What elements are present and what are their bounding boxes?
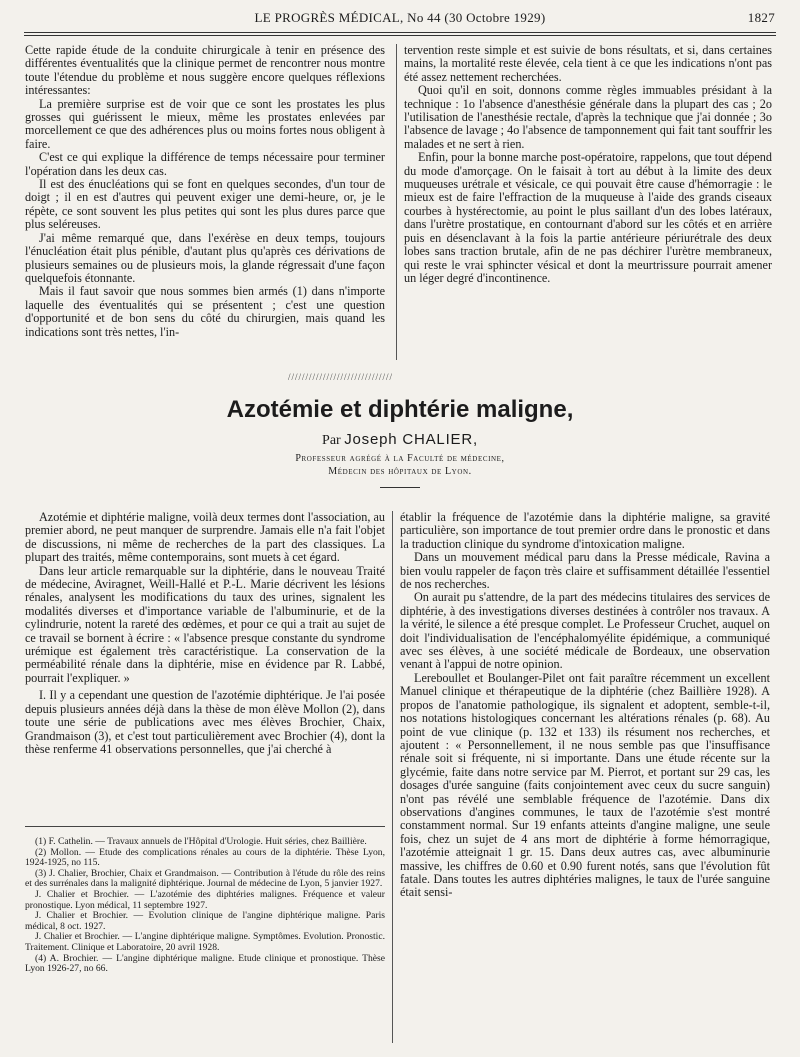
paragraph: Mais il faut savoir que nous sommes bien armés (1) dans n'importe laquelle des éventualités qui se présentent ; c'est une question d'opportunité et de bon sens du côté du chirurgien, mais quand les indications sont très nettes, l'in- (25, 284, 385, 339)
footnotes (25, 837, 385, 975)
paragraph: Dans leur article remarquable sur la diphtérie, dans le nouveau Traité de médecine, Aviragnet, Weill-Hallé et P.-L. Marie décrivent les lésions rénales, analysent les modifications du taux des urines, signalent les modalités diverses et d'importance variable de l'albuminurie, et de la cylindrurie, notent la rareté des œdèmes, et pour ce qui a trait au sujet de ce travail se bornent à écrire : « l'absence presque constante du syndrome urémique est également très caractéristique. La conservation de la perméabilité rénale dans la diphtérie, mise en évidence par R. Labbé, pourrait l'expliquer. » (25, 563, 385, 685)
bottom-left-column (25, 511, 385, 756)
footnote: (1) F. Cathelin. — Travaux annuels de l'Hôpital d'Urologie. Huit séries, chez Baillière. (35, 836, 367, 847)
title-rule (380, 487, 420, 488)
running-header (25, 10, 775, 32)
footnote: (4) A. Brochier. — L'angine diphtérique maligne. Etude clinique et pronostique. Thèse Lyon 1926-27, no 66. (25, 952, 385, 975)
column-divider (392, 511, 393, 1043)
paragraph: C'est ce qui explique la différence de temps nécessaire pour terminer l'opération dans les deux cas. (25, 150, 385, 178)
article-title: Azotémie et diphtérie maligne, (226, 396, 574, 423)
paragraph: Enfin, pour la bonne marche post-opératoire, rappelons, que tout dépend du mode d'amorçage. On le faisait à tort au début à la limite des deux muqueuses urétrale et vésicale, ce qui pouvait être cause d'hémorragie : le mieux est de faire l'effraction de la muqueuse à l'aide des grands ciseaux courbes à hystérectomie, au point le plus saillant d'un des lobes latéraux, dans l'urètre prostatique, en contournant d'abord sur les côtés et en arrière puis en désenclavant à la fois la partie antérieure périurétrale des deux lobes sans traction brutale, afin de ne pas déchirer l'urètre membraneux, qui reste le vrai sphincter vésical et dont la meurtrissure pourrait amener un léger degré d'incontinence. (404, 150, 772, 285)
footnote: (3) J. Chalier, Brochier, Chaix et Grandmaison. — Contribution à l'étude du rôle des reins et des surrénales dans la malignité diphtérique. Journal de médecine de Lyon, 5 janvier 1927. (25, 867, 385, 890)
top-right-column (404, 44, 772, 285)
paragraph: On aurait pu s'attendre, de la part des médecins titulaires des services de diphtérie, à des investigations diverses destinées à contrôler nos travaux. A la vérité, le silence a été presque complet. Le Professeur Cruchet, auquel on doit l'individualisation de l'encéphalomyélite épidémique, a communiqué avec ses élèves, à une société médicale de Bordeaux, une observation venant à l'appui de notre opinion. (400, 590, 770, 672)
paragraph: La première surprise est de voir que ce sont les prostates les plus grosses qui guérissent le mieux, même les prostates enlevées par morcellement ce que des adhérences plus ou moins fortes nous obligent à faire. (25, 96, 385, 151)
header-rule (24, 32, 776, 33)
footnote: J. Chalier et Brochier. — L'azotémie des diphtéries malignes. Fréquence et valeur pronostique. Lyon médical, 11 septembre 1927. (25, 888, 385, 911)
paragraph: Il est des énucléations qui se font en quelques secondes, d'un tour de doigt ; il en est d'autres qui peuvent exiger une demi-heure, or, je le répète, ce sont souvent les plus petites qui sont les plus dures parce que plus seléreuses. (25, 177, 385, 232)
bottom-right-column (400, 511, 770, 900)
paragraph: Dans un mouvement médical paru dans la Presse médicale, Ravina a bien voulu rappeler de façon très claire et suffisamment détaillée l'essentiel de nos recherches. (400, 550, 770, 592)
footnote-rule (25, 826, 385, 827)
paragraph: tervention reste simple et est suivie de bons résultats, et si, dans certaines mains, la mortalité reste élevée, cela tient à ce que les indications n'ont pas été assez nettement recherchées. (404, 43, 772, 84)
byline-par: Par (322, 433, 341, 448)
paragraph: Lereboullet et Boulanger-Pilet ont fait paraître récemment un excellent Manuel clinique et thérapeutique de la diphtérie (chez Baillière 1928). A propos de l'anatomie pathologique, ils signalent et adoptent, semble-t-il, nos notations histologiques concernant les altérations rénales (p. 68). Au point de vue clinique (p. 132 et 133) ils résument nos recherches, et ajoutent : « Personnellement, il ne nous semble pas que l'insuffisance rénale soit si fréquente, ni si importante. Dans une étude récente sur la glycémie, faite dans notre service par M. Pierrot, et portant sur 29 cas, les dosages d'urée sanguine (faits conjointement avec ceux du sucre sanguin) n'ont pas révélé une semblable fréquence de l'azotémie. Dans dix observations d'angines communes, le taux de l'azotémie s'est montré constamment normal. Sur 19 enfants atteints d'angine maligne, une seule fois, chez un sujet de 4 ans mort de diphtérie à forme hémorragique, l'azotémie atteignait 1 gr. 15. Dans deux autres cas, avec albuminurie massive, les chiffres de 0.60 et 0.90 furent notés, sans que l'évolution fût fatale. Dans toutes les autres diphtéries malignes, le taux de l'urée sanguine était sensi- (400, 670, 770, 900)
page-number: 1827 (747, 10, 775, 25)
footnote: J. Chalier et Brochier. — Evolution clinique de l'angine diphtérique maligne. Paris médical, 8 oct. 1927. (25, 910, 385, 932)
author-affiliation-2: Médecin des hôpitaux de Lyon. (328, 466, 472, 477)
footnote: J. Chalier et Brochier. — L'angine diphtérique maligne. Symptômes. Evolution. Pronostic. Traitement. Clinique et Laboratoire, 20 avril 1928. (25, 931, 385, 953)
paragraph: Azotémie et diphtérie maligne, voilà deux termes dont l'association, au premier abord, ne peut manquer de surprendre. Jamais elle n'a fait l'objet de discussions, ni même de recherches de la part des classiques. La plupart des traités, même contemporains, sont muets à cet égard. (25, 510, 385, 565)
paragraph: J'ai même remarqué que, dans l'exérèse en deux temps, toujours l'énucléation était plus pénible, d'autant plus qu'après ces dérivations de plusieurs semaines ou de plusieurs mois, la glande régressait d'une façon quelquefois étonnante. (25, 230, 385, 285)
paragraph: Cette rapide étude de la conduite chirurgicale à tenir en présence des différentes éventualités que la clinique permet de rencontrer nous montre toute l'étendue du problème et nous suggère encore quelques réflexions intéressantes: (25, 43, 385, 98)
author-name: Joseph CHALIER, (344, 431, 478, 448)
top-left-column (25, 44, 385, 339)
section-ornament: ////////////////////////////// (288, 372, 394, 382)
paragraph: Quoi qu'il en soit, donnons comme règles immuables présidant à la technique : 1o l'absence d'anesthésie générale dans la plupart des cas ; 2o l'utilisation de l'anesthésie rectale, d'après la technique que j'ai donnée ; 3o l'absence de lavage ; 4o l'absence de tamponnement qui fait tant souffrir les malades et ne sert à rien. (404, 83, 772, 151)
header-rule-2 (24, 35, 776, 36)
paragraph: I. Il y a cependant une question de l'azotémie diphtérique. Je l'ai posée depuis plusieurs années déjà dans la thèse de mon élève Mollon (2), dans toute une série de publications avec mes élèves Brochier, Chaix, Grandmaison (3), et c'est tout particulièrement avec Brochier (4), dont la thèse renferme 41 observations personnelles, que j'ai cherché à (25, 688, 385, 756)
column-divider (396, 44, 397, 360)
byline (0, 431, 800, 449)
author-affiliation-1: Professeur agrégé à la Faculté de médecine, (295, 453, 505, 464)
running-title: LE PROGRÈS MÉDICAL, No 44 (30 Octobre 1929) (254, 10, 546, 25)
paragraph: établir la fréquence de l'azotémie dans la diphtérie maligne, sa gravité particulière, son importance de tout premier ordre dans le pronostic et dans la traduction clinique du syndrome d'intoxication maligne. (400, 510, 770, 551)
footnote: (2) Mollon. — Etude des complications rénales au cours de la diphtérie. Thèse Lyon, 1924-1925, no 115. (25, 846, 385, 869)
